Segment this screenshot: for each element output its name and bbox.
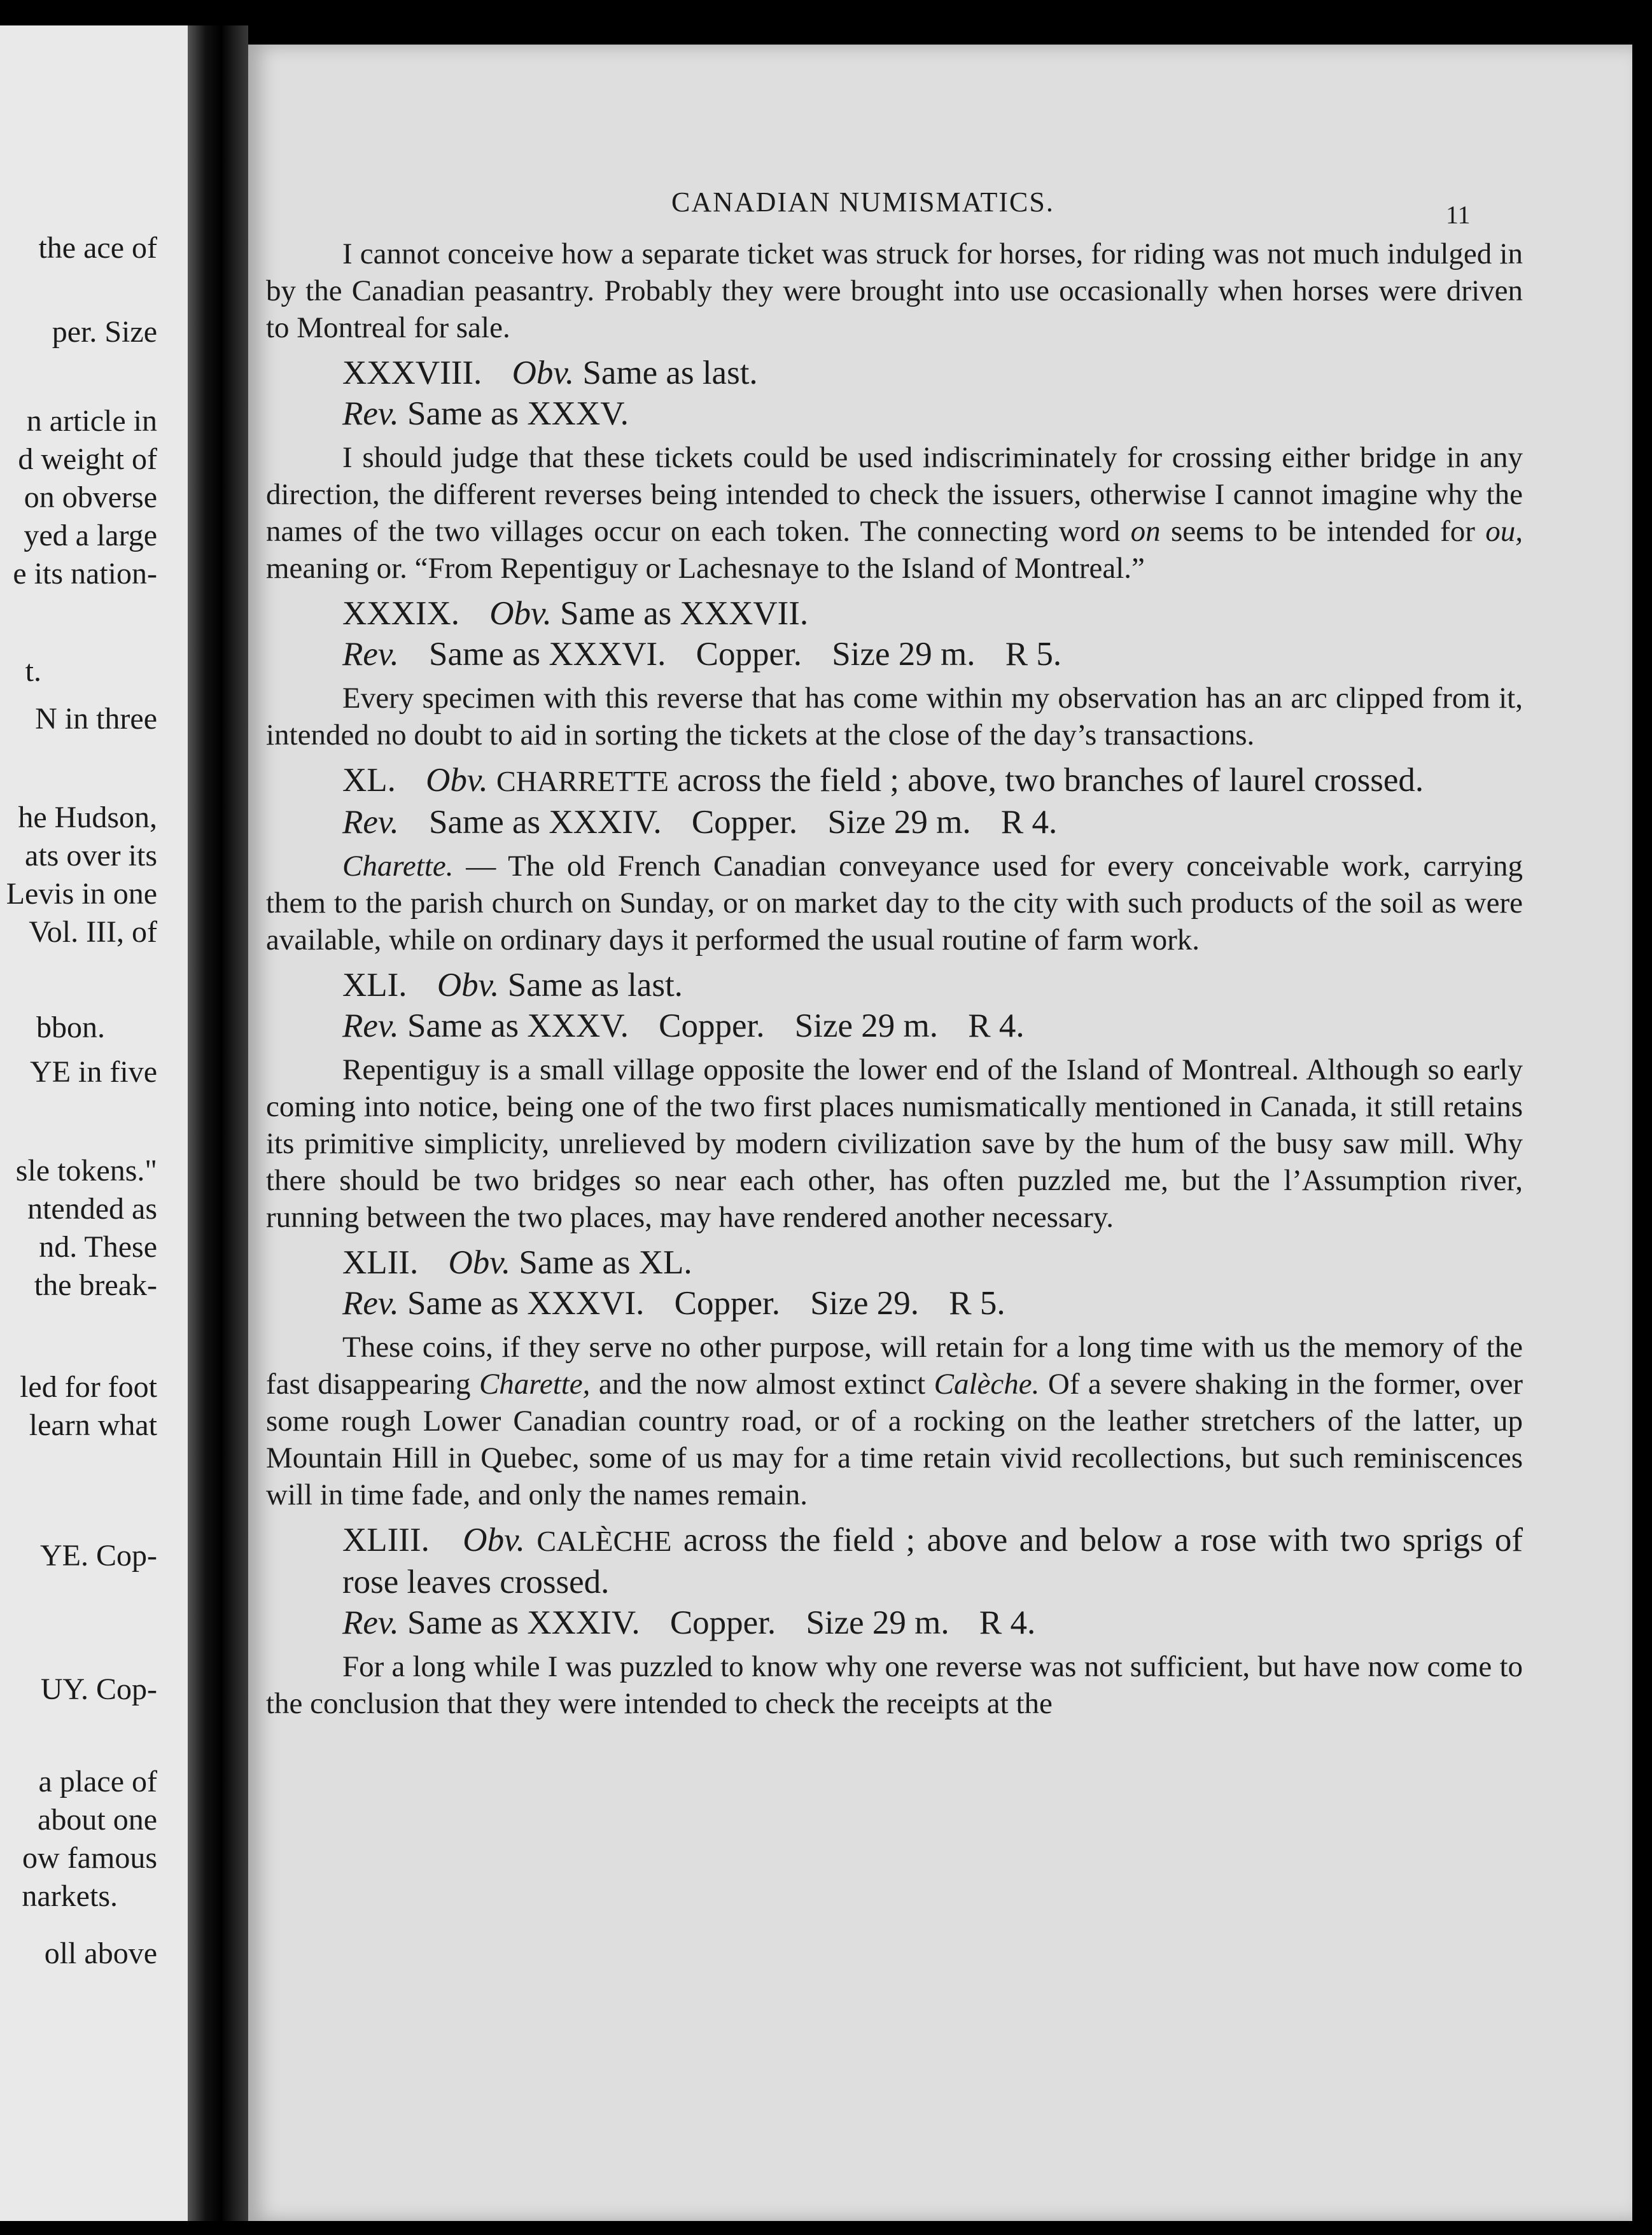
size: Size 29 m. bbox=[806, 1604, 949, 1641]
obverse-description: Same as XL. bbox=[519, 1244, 692, 1281]
reverse-description: Same as XXXVI. bbox=[429, 636, 666, 673]
facing-line: a place of bbox=[38, 1765, 157, 1798]
reverse-label: Rev. bbox=[342, 804, 399, 841]
book-gutter bbox=[188, 25, 248, 2221]
facing-line: narkets. bbox=[22, 1879, 118, 1913]
facing-line: about one bbox=[38, 1803, 157, 1837]
rarity: R 5. bbox=[949, 1285, 1005, 1322]
facing-line: learn what bbox=[29, 1408, 157, 1442]
catalogue-entry-obverse bbox=[266, 1520, 1523, 1602]
reverse-label: Rev. bbox=[342, 1285, 399, 1322]
entry-number: XLIII. bbox=[342, 1522, 430, 1559]
reverse-description: Same as XXXIV. bbox=[407, 1604, 640, 1641]
metal: Copper. bbox=[659, 1007, 765, 1044]
catalogue-entry-obverse bbox=[266, 1242, 1523, 1283]
obverse-description: across the field ; above and below a rose with two sprigs of rose leaves crossed. bbox=[342, 1522, 1523, 1601]
reverse-label: Rev. bbox=[342, 1007, 399, 1044]
book-page bbox=[248, 45, 1632, 2221]
facing-line: YE. Cop- bbox=[40, 1539, 157, 1573]
facing-line: yed a large bbox=[24, 519, 157, 552]
facing-line: per. Size bbox=[52, 315, 157, 349]
obverse-label: Obv. bbox=[448, 1244, 511, 1281]
italic-word: Charette, bbox=[479, 1368, 591, 1401]
facing-line: e its nation- bbox=[13, 557, 157, 591]
paragraph-text: seems to be intended for bbox=[1170, 515, 1475, 548]
facing-line: on obverse bbox=[24, 480, 157, 514]
catalogue-entry-reverse bbox=[266, 1283, 1523, 1324]
paragraph bbox=[266, 848, 1523, 958]
paragraph-text: — The old French Canadian conveyance used for every conceivable work, carrying them to the parish church on Sunday, or on market day to the city with such products of the soil as were available, while on ordinary days it performed the usual routine of farm work. bbox=[266, 850, 1523, 956]
facing-line: bbon. bbox=[36, 1011, 105, 1044]
catalogue-entry-obverse bbox=[266, 593, 1523, 634]
entry-number: XLII. bbox=[342, 1244, 419, 1281]
reverse-label: Rev. bbox=[342, 395, 399, 432]
facing-line: nd. These bbox=[39, 1230, 157, 1264]
italic-lead-word: Charette. bbox=[342, 850, 454, 883]
obverse-label: Obv. bbox=[426, 762, 488, 799]
obverse-description: Same as XXXVII. bbox=[560, 595, 809, 632]
entry-number: XXXVIII. bbox=[342, 354, 482, 391]
paragraph: Repentiguy is a small village opposite the lower end of the Island of Montreal. Although so early coming into notice, being one of the two first places numismatically mentioned in Canada, it still retains its primitive simplicity, unrelieved by modern civilization save by the hum of the busy saw mill. Why there should be two bridges so near each other, has often puzzled me, but the l’Assumption river, running between the two places, may have rendered another necessary. bbox=[266, 1053, 1523, 1234]
catalogue-entry-obverse bbox=[266, 965, 1523, 1005]
obverse-legend: CALÈCHE bbox=[536, 1525, 672, 1557]
facing-line: oll above bbox=[44, 1937, 157, 1970]
entry-number: XLI. bbox=[342, 967, 407, 1004]
size: Size 29 m. bbox=[832, 636, 976, 673]
italic-word: Calèche. bbox=[934, 1368, 1040, 1401]
page-body bbox=[266, 235, 1523, 1728]
facing-line: YE in five bbox=[30, 1055, 157, 1089]
paragraph-text: and the now almost extinct bbox=[598, 1368, 926, 1401]
facing-line: led for foot bbox=[20, 1370, 157, 1404]
metal: Copper. bbox=[696, 636, 802, 673]
size: Size 29 m. bbox=[794, 1007, 939, 1044]
rarity: R 5. bbox=[1005, 636, 1062, 673]
obverse-label: Obv. bbox=[437, 967, 500, 1004]
facing-line: the ace of bbox=[38, 231, 157, 265]
metal: Copper. bbox=[674, 1285, 781, 1322]
obverse-description: Same as last. bbox=[507, 967, 683, 1004]
facing-line: he Hudson, bbox=[18, 801, 157, 834]
facing-line: Levis in one bbox=[6, 877, 157, 911]
rarity: R 4. bbox=[968, 1007, 1025, 1044]
size: Size 29. bbox=[810, 1285, 920, 1322]
catalogue-entry-reverse bbox=[266, 1005, 1523, 1046]
catalogue-entry-reverse bbox=[266, 802, 1523, 843]
facing-line: ats over its bbox=[25, 839, 157, 872]
facing-line: N in three bbox=[35, 702, 157, 736]
rarity: R 4. bbox=[1000, 804, 1058, 841]
reverse-label: Rev. bbox=[342, 636, 399, 673]
facing-line: UY. Cop- bbox=[40, 1672, 157, 1706]
facing-line: t. bbox=[25, 654, 41, 688]
paragraph: I cannot conceive how a separate ticket was struck for horses, for riding was not much indulged in by the Canadian peasantry. Probably they were brought into use occasionally when horses were driven to Montreal for sale. bbox=[266, 237, 1523, 344]
catalogue-entry-reverse bbox=[266, 393, 1523, 434]
facing-line: sle tokens." bbox=[15, 1154, 157, 1188]
obverse-label: Obv. bbox=[463, 1522, 525, 1559]
catalogue-entry-obverse bbox=[266, 353, 1523, 393]
reverse-description: Same as XXXV. bbox=[407, 395, 629, 432]
page-number: 11 bbox=[1446, 200, 1471, 229]
facing-line: ow famous bbox=[22, 1841, 157, 1875]
obverse-label: Obv. bbox=[489, 595, 552, 632]
obverse-legend: CHARRETTE bbox=[496, 765, 669, 797]
facing-line: d weight of bbox=[18, 442, 157, 476]
italic-word: on bbox=[1130, 515, 1161, 548]
reverse-description: Same as XXXV. bbox=[407, 1007, 629, 1044]
catalogue-entry-obverse bbox=[266, 760, 1523, 802]
facing-line: n article in bbox=[26, 404, 157, 438]
facing-page-fragment bbox=[0, 25, 188, 2221]
rarity: R 4. bbox=[979, 1604, 1036, 1641]
italic-word: ou, bbox=[1485, 515, 1523, 548]
entry-number: XL. bbox=[342, 762, 396, 799]
size: Size 29 m. bbox=[827, 804, 971, 841]
entry-number: XXXIX. bbox=[342, 595, 459, 632]
metal: Copper. bbox=[669, 1604, 776, 1641]
paragraph bbox=[266, 439, 1523, 587]
catalogue-entry-reverse bbox=[266, 1602, 1523, 1643]
reverse-description: Same as XXXIV. bbox=[429, 804, 662, 841]
facing-line: Vol. III, of bbox=[29, 915, 157, 949]
catalogue-entry-reverse bbox=[266, 634, 1523, 675]
paragraph-text: Of a severe shaking in the former, over some rough Lower Canadian country road, or of a rocking on the leather stretchers of the latter, up Mountain Hill in Quebec, some of us may for a time retain vivid recollections, but such reminiscences will in time fade, and only the names remain. bbox=[266, 1368, 1523, 1511]
paragraph bbox=[266, 1329, 1523, 1513]
reverse-description: Same as XXXVI. bbox=[407, 1285, 645, 1322]
obverse-description: across the field ; above, two branches of laurel crossed. bbox=[677, 762, 1424, 799]
paragraph-text: I should judge that these tickets could be used indiscriminately for crossing either bridge in any direction, the different reverses being intended to check the issuers, otherwise I cannot imagine why the names of the two villages occur on each token. The connecting word bbox=[266, 441, 1523, 548]
reverse-label: Rev. bbox=[342, 1604, 399, 1641]
obverse-label: Obv. bbox=[512, 354, 575, 391]
paragraph-text: These coins, if they serve no other purpose, will retain for a long time with us the memory of the fast disappearing bbox=[266, 1331, 1523, 1401]
running-head: CANADIAN NUMISMATICS. bbox=[671, 186, 1054, 218]
metal: Copper. bbox=[691, 804, 798, 841]
paragraph-text: meaning or. “From Repentiguy or Lachesnaye to the Island of Montreal.” bbox=[266, 552, 1145, 585]
obverse-description: Same as last. bbox=[582, 354, 758, 391]
facing-line: the break- bbox=[34, 1268, 157, 1302]
paragraph: For a long while I was puzzled to know why one reverse was not sufficient, but have now come to the conclusion that they were intended to check the receipts at the bbox=[266, 1650, 1523, 1720]
paragraph: Every specimen with this reverse that has come within my observation has an arc clipped from it, intended no doubt to aid in sorting the tickets at the close of the day’s transactions. bbox=[266, 682, 1523, 752]
facing-line: ntended as bbox=[27, 1192, 157, 1226]
